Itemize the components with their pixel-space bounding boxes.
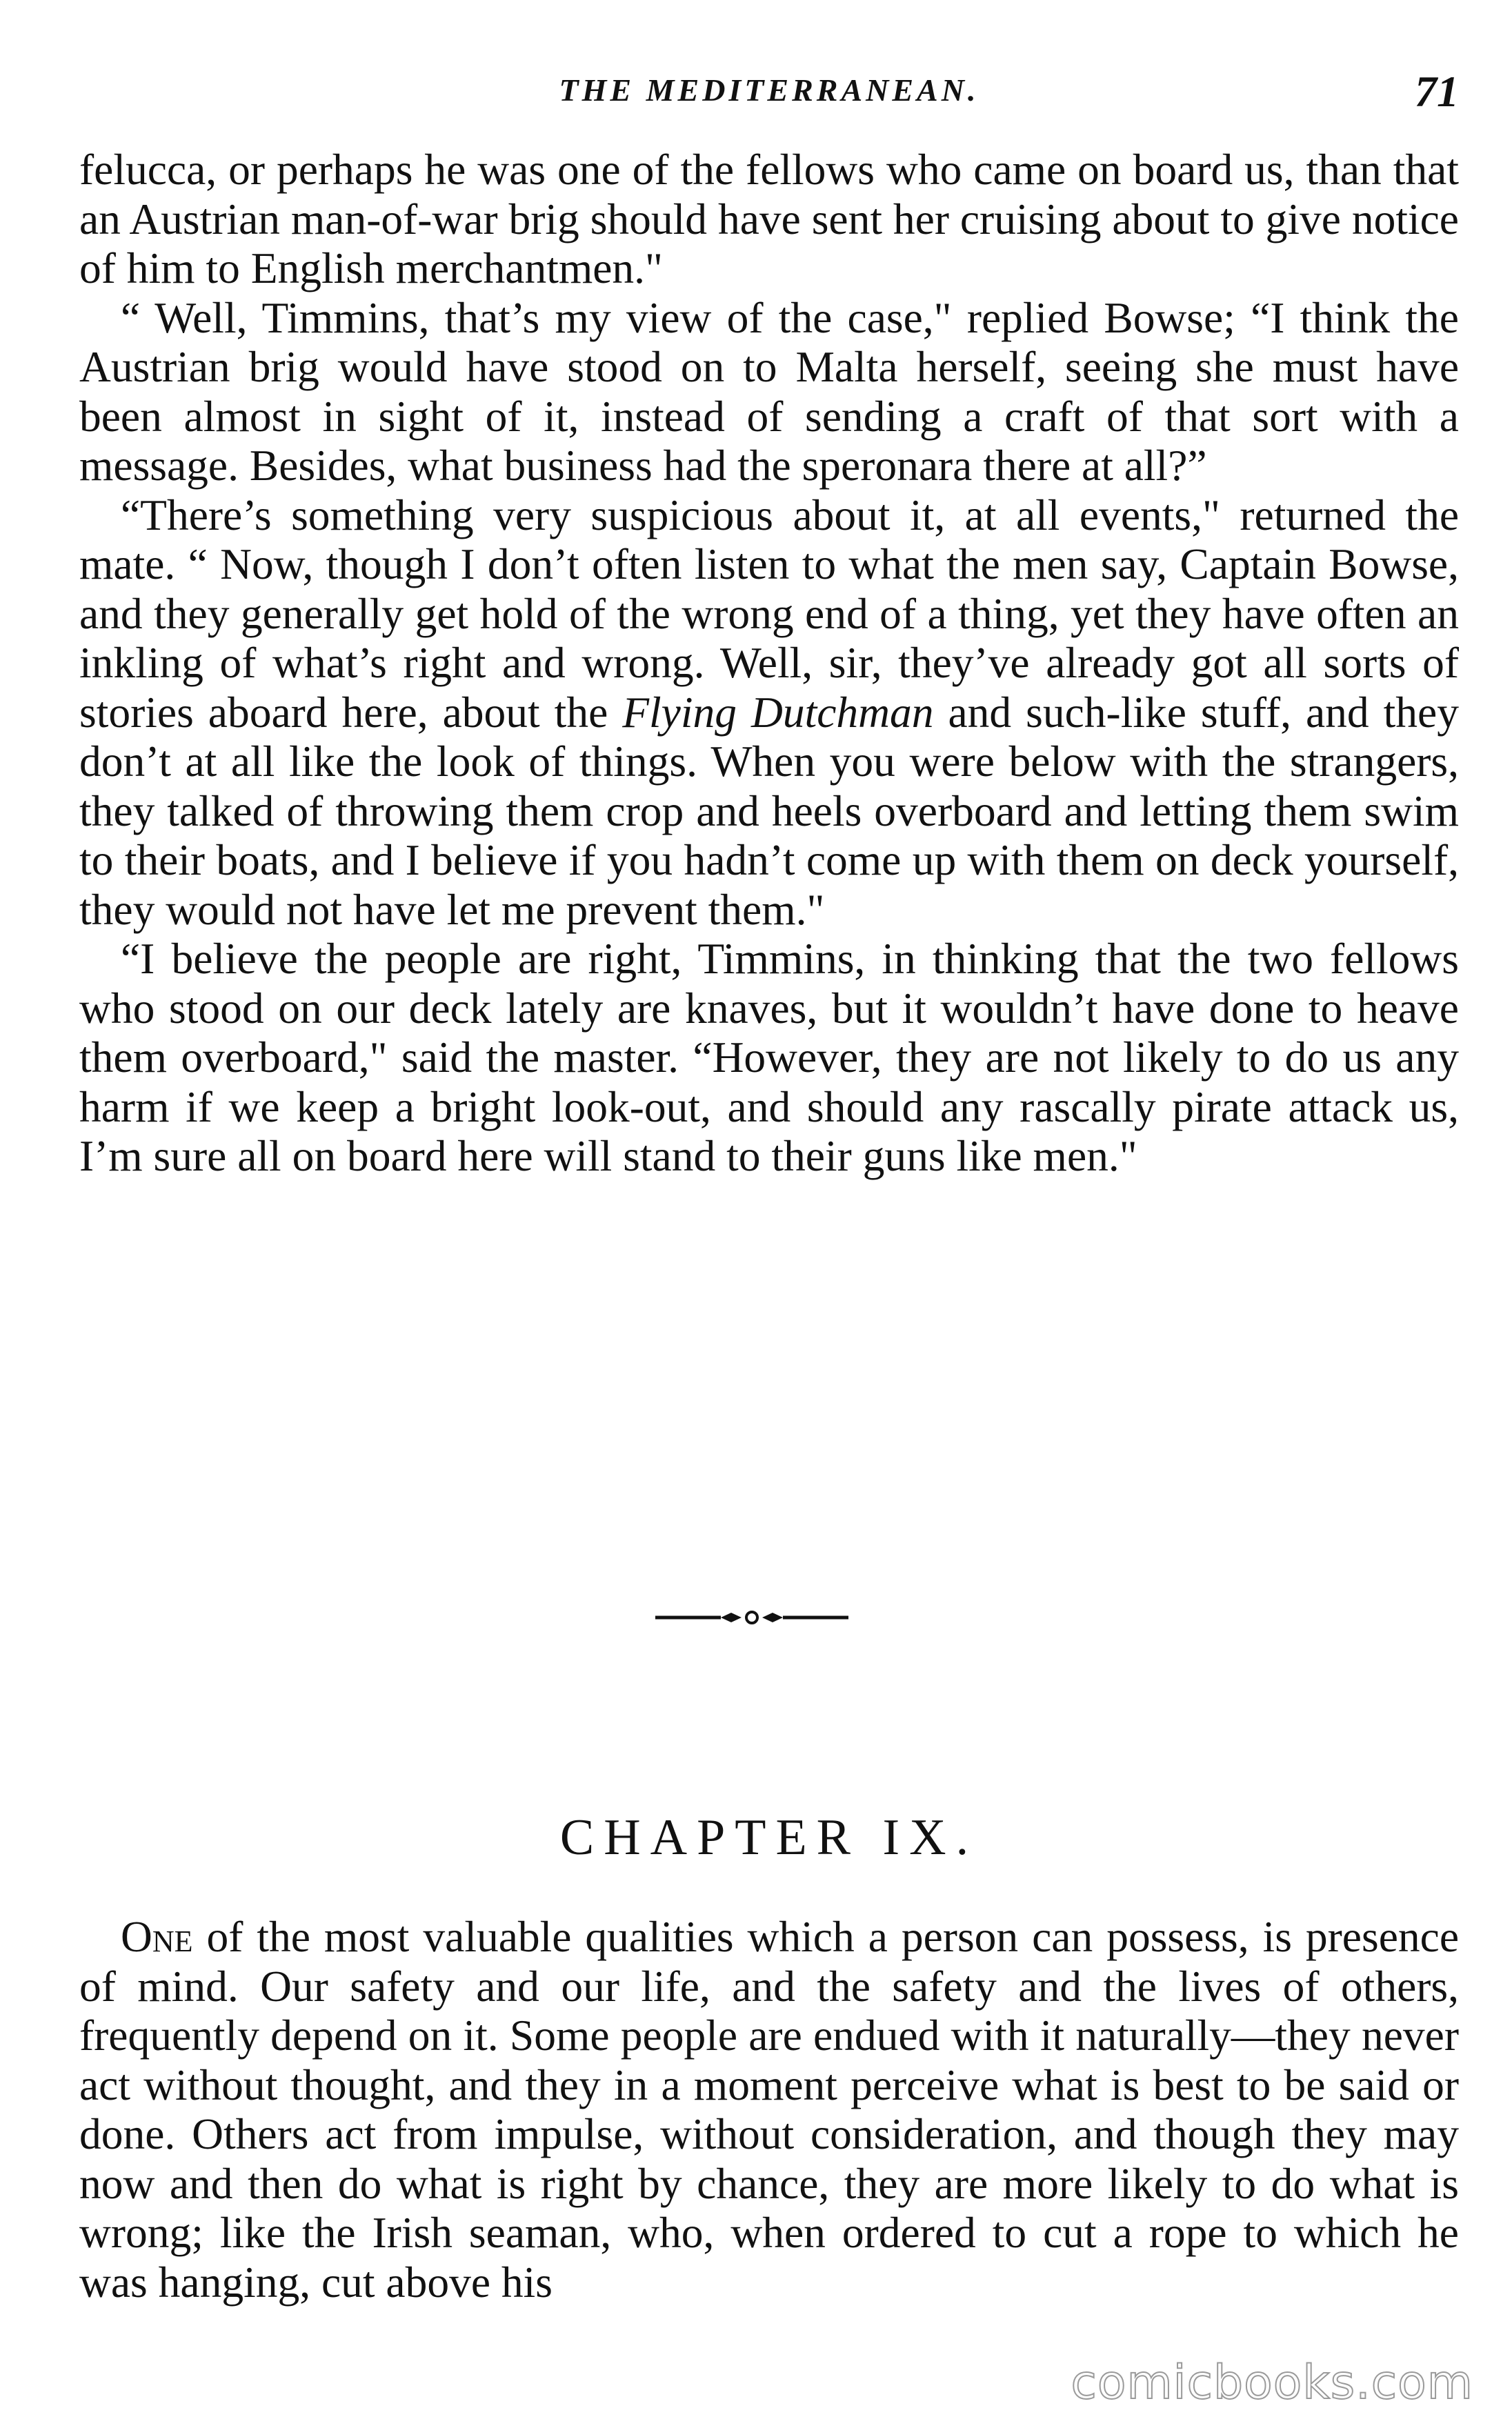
ship-name-italic: Flying Dutchman — [622, 687, 934, 737]
page-number: 71 — [1415, 67, 1459, 116]
opening-word: One — [121, 1912, 193, 1961]
chapter-title: CHAPTER IX. — [559, 1809, 979, 1866]
top-text-block — [79, 145, 1459, 1181]
paragraph — [79, 1912, 1459, 2307]
running-title: THE MEDITERRANEAN. — [559, 72, 979, 108]
paragraph-text: of the most valuable qualities which a person can possess, is presence of mind. Our safety and our life, and the safety and the lives of others, frequently depend on it. Some people are endued with it naturally—they never act without thought, and they in a moment perceive what is best to be said or done. Others act from impulse, without consideration, and though they may now and then do what is right by chance, they are more likely to do what is wrong; like the Irish seaman, who, when ordered to cut a rope to which he was hanging, cut above his — [79, 1912, 1460, 2307]
paragraph — [79, 490, 1459, 935]
running-head — [79, 66, 1459, 121]
section-divider-ornament — [655, 1607, 848, 1628]
paragraph-text: “There’s something very suspicious about it, at all events," returned the mate. “ Now, though I don’t often listen to what the men say, Captain Bowse, and they generally get hold of the wrong end of a thing, yet they have often an inkling of what’s right and wrong. Well, sir, they’ve already got all sorts of stories aboard here, about the — [79, 490, 1459, 737]
paragraph-text: and such-like stuff, and they don’t at all like the look of things. When you were below with the strangers, they talked of throwing them crop and heels overboard and letting them swim to their boats, and I believe if you hadn’t come up with them on deck yourself, they would not have let me prevent them." — [79, 687, 1459, 934]
paragraph: “I believe the people are right, Timmins, in thinking that the two fellows who stood on our deck lately are knaves, but it wouldn’t have done to heave them overboard," said the master. “However, they are not likely to do us any harm if we keep a bright look-out, and should any rascally pirate attack us, I’m sure all on board here will stand to their guns like men." — [79, 934, 1459, 1180]
paragraph: “ Well, Timmins, that’s my view of the case," replied Bowse; “I think the Austrian brig would have stood on to Malta herself, seeing she must have been almost in sight of it, instead of sending a craft of that sort with a message. Besides, what business had the speronara there at all?” — [79, 292, 1459, 490]
watermark: comicbooks.com — [1071, 2356, 1473, 2410]
bottom-text-block — [79, 1912, 1459, 2307]
paragraph: felucca, or perhaps he was one of the fellows who came on board us, than that an Austrian man-of-war brig should have sent her cruising about to give notice of him to English merchantmen." — [79, 145, 1459, 292]
